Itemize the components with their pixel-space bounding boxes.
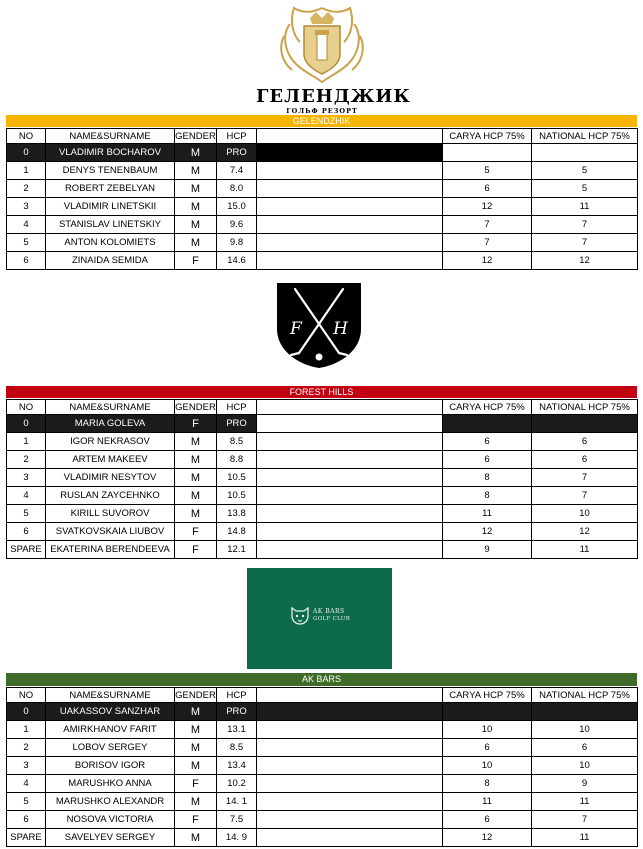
cell-carya xyxy=(443,415,532,433)
ak-bars-banner: AK BARS xyxy=(6,673,637,686)
ak-bars-logo-line1: AK BARS xyxy=(313,608,345,615)
cell-national: 7 xyxy=(532,234,638,252)
cell-gender: F xyxy=(175,523,217,541)
table-row xyxy=(7,234,638,252)
cell-no: 3 xyxy=(7,757,46,775)
cell-gender: M xyxy=(175,829,217,847)
cell-no: 1 xyxy=(7,162,46,180)
cell-blank xyxy=(257,739,443,757)
cell-national xyxy=(532,415,638,433)
header-blank xyxy=(257,688,443,703)
cell-hcp: 7.4 xyxy=(217,162,257,180)
cell-national: 5 xyxy=(532,162,638,180)
cell-name: VLADIMIR BOCHAROV xyxy=(46,144,175,162)
cell-no: 2 xyxy=(7,180,46,198)
forest-hills-initials: F H xyxy=(289,319,349,339)
cell-gender: M xyxy=(175,703,217,721)
cell-hcp: 14. 1 xyxy=(217,793,257,811)
cell-name: KIRILL SUVOROV xyxy=(46,505,175,523)
cell-carya: 6 xyxy=(443,739,532,757)
cell-carya: 6 xyxy=(443,433,532,451)
forest-hills-banner: FOREST HILLS xyxy=(6,386,637,398)
header-carya: CARYA HCP 75% xyxy=(443,129,532,144)
cell-blank xyxy=(257,469,443,487)
cell-gender: M xyxy=(175,757,217,775)
gelendzhik-logo-title: ГЕЛЕНДЖИК xyxy=(256,86,411,107)
cell-name: ROBERT ZEBELYAN xyxy=(46,180,175,198)
table-row xyxy=(7,198,638,216)
table-row xyxy=(7,433,638,451)
cell-hcp: PRO xyxy=(217,415,257,433)
cell-national: 7 xyxy=(532,216,638,234)
cell-no: 6 xyxy=(7,252,46,270)
header-gender: GENDER xyxy=(175,401,216,413)
cell-national xyxy=(532,703,638,721)
cell-hcp: 13.1 xyxy=(217,721,257,739)
cell-no: 4 xyxy=(7,775,46,793)
cell-name: SAVELYEV SERGEY xyxy=(46,829,175,847)
cell-blank xyxy=(257,252,443,270)
cell-blank xyxy=(257,505,443,523)
cell-no: 6 xyxy=(7,523,46,541)
cell-gender: M xyxy=(175,216,217,234)
cell-national: 7 xyxy=(532,487,638,505)
cell-blank xyxy=(257,198,443,216)
cell-gender: M xyxy=(175,433,217,451)
ak-bars-roster-table xyxy=(6,687,638,847)
pro-row xyxy=(7,144,638,162)
ak-bars-logo xyxy=(247,568,392,669)
cell-national: 11 xyxy=(532,829,638,847)
cell-carya: 12 xyxy=(443,829,532,847)
header-name: NAME&SURNAME xyxy=(46,688,175,703)
cell-gender: F xyxy=(175,252,217,270)
table-row xyxy=(7,811,638,829)
table-row xyxy=(7,469,638,487)
cell-carya: 10 xyxy=(443,721,532,739)
cell-hcp: 7.5 xyxy=(217,811,257,829)
gelendzhik-roster-table xyxy=(6,128,638,270)
cell-carya: 12 xyxy=(443,198,532,216)
cell-carya: 12 xyxy=(443,252,532,270)
cell-hcp: 14.6 xyxy=(217,252,257,270)
cell-no: 2 xyxy=(7,739,46,757)
cell-blank xyxy=(257,451,443,469)
cell-blank xyxy=(257,487,443,505)
pro-row xyxy=(7,415,638,433)
cell-hcp: 12.1 xyxy=(217,541,257,559)
cell-gender: F xyxy=(175,775,217,793)
cell-no: 2 xyxy=(7,451,46,469)
cell-national: 12 xyxy=(532,252,638,270)
table-row xyxy=(7,793,638,811)
cell-national: 7 xyxy=(532,811,638,829)
header-national: NATIONAL HCP 75% xyxy=(532,129,638,144)
cell-name: NOSOVA VICTORIA xyxy=(46,811,175,829)
header-no: NO xyxy=(7,129,46,144)
cell-carya: 10 xyxy=(443,757,532,775)
cell-carya: 11 xyxy=(443,793,532,811)
table-row xyxy=(7,721,638,739)
cell-no: 0 xyxy=(7,415,46,433)
crossed-golf-clubs-icon xyxy=(275,281,363,369)
cell-name: DENYS TENENBAUM xyxy=(46,162,175,180)
cell-name: ANTON KOLOMIETS xyxy=(46,234,175,252)
cell-name: MARUSHKO ALEXANDR xyxy=(46,793,175,811)
forest-hills-roster-table xyxy=(6,399,638,559)
cell-blank xyxy=(257,829,443,847)
header-hcp: HCP xyxy=(217,688,257,703)
header-national: NATIONAL HCP 75% xyxy=(532,688,638,703)
cell-national: 6 xyxy=(532,451,638,469)
table-header-row xyxy=(7,688,638,703)
cell-blank xyxy=(257,811,443,829)
cell-name: BORISOV IGOR xyxy=(46,757,175,775)
cell-name: MARIA GOLEVA xyxy=(46,415,175,433)
cell-carya: 11 xyxy=(443,505,532,523)
cell-gender: M xyxy=(175,793,217,811)
cell-name: ARTEM MAKEEV xyxy=(46,451,175,469)
cell-blank xyxy=(257,162,443,180)
table-row xyxy=(7,162,638,180)
cell-hcp: 14.8 xyxy=(217,523,257,541)
header-gender: GENDER xyxy=(175,689,216,701)
header-hcp: HCP xyxy=(217,129,257,144)
ak-bars-logo-line2: GOLF CLUB xyxy=(313,616,351,622)
cell-no: 1 xyxy=(7,433,46,451)
cell-gender: F xyxy=(175,415,217,433)
cell-national: 10 xyxy=(532,757,638,775)
cell-blank xyxy=(257,216,443,234)
cell-gender: M xyxy=(175,505,217,523)
table-row xyxy=(7,523,638,541)
cell-national: 12 xyxy=(532,523,638,541)
cell-no: 3 xyxy=(7,198,46,216)
table-row xyxy=(7,541,638,559)
header-no: NO xyxy=(7,400,46,415)
cell-no: 5 xyxy=(7,793,46,811)
cell-blank xyxy=(257,721,443,739)
cell-name: EKATERINA BERENDEEVA xyxy=(46,541,175,559)
cell-blank xyxy=(257,541,443,559)
cell-carya: 7 xyxy=(443,234,532,252)
cell-national: 7 xyxy=(532,469,638,487)
table-row xyxy=(7,739,638,757)
cell-gender: M xyxy=(175,162,217,180)
cell-national xyxy=(532,144,638,162)
cell-no: 3 xyxy=(7,469,46,487)
cell-hcp: 8.5 xyxy=(217,433,257,451)
cell-no: 5 xyxy=(7,234,46,252)
cell-carya: 7 xyxy=(443,216,532,234)
cell-gender: M xyxy=(175,451,217,469)
cell-national: 11 xyxy=(532,793,638,811)
table-row xyxy=(7,775,638,793)
cell-gender: M xyxy=(175,180,217,198)
cell-hcp: 9.8 xyxy=(217,234,257,252)
cell-gender: M xyxy=(175,144,217,162)
cell-hcp: 8.0 xyxy=(217,180,257,198)
cell-name: VLADIMIR NESYTOV xyxy=(46,469,175,487)
cell-gender: F xyxy=(175,811,217,829)
cell-blank xyxy=(257,144,443,162)
header-hcp: HCP xyxy=(217,400,257,415)
cell-carya: 8 xyxy=(443,775,532,793)
cell-gender: M xyxy=(175,721,217,739)
cell-blank xyxy=(257,775,443,793)
table-row xyxy=(7,829,638,847)
cell-hcp: 8.8 xyxy=(217,451,257,469)
cell-no: 4 xyxy=(7,216,46,234)
cell-no: 4 xyxy=(7,487,46,505)
header-gender: GENDER xyxy=(175,130,216,142)
cell-no: SPARE xyxy=(7,541,46,559)
pro-row xyxy=(7,703,638,721)
cell-hcp: PRO xyxy=(217,703,257,721)
cell-hcp: 13.8 xyxy=(217,505,257,523)
header-name: NAME&SURNAME xyxy=(46,129,175,144)
cell-carya: 8 xyxy=(443,469,532,487)
cell-hcp: PRO xyxy=(217,144,257,162)
table-header-row xyxy=(7,400,638,415)
cell-gender: M xyxy=(175,234,217,252)
cell-national: 6 xyxy=(532,433,638,451)
header-blank xyxy=(257,129,443,144)
header-blank xyxy=(257,400,443,415)
table-row xyxy=(7,505,638,523)
table-row xyxy=(7,757,638,775)
cell-carya: 6 xyxy=(443,811,532,829)
header-name: NAME&SURNAME xyxy=(46,400,175,415)
cell-carya xyxy=(443,703,532,721)
header-carya: CARYA HCP 75% xyxy=(443,400,532,415)
cell-gender: M xyxy=(175,739,217,757)
header-carya: CARYA HCP 75% xyxy=(443,688,532,703)
cell-gender: M xyxy=(175,469,217,487)
cell-carya: 12 xyxy=(443,523,532,541)
cell-national: 10 xyxy=(532,505,638,523)
cell-no: 1 xyxy=(7,721,46,739)
table-row xyxy=(7,216,638,234)
cell-hcp: 15.0 xyxy=(217,198,257,216)
table-row xyxy=(7,487,638,505)
cell-blank xyxy=(257,703,443,721)
cell-name: STANISLAV LINETSKIY xyxy=(46,216,175,234)
cell-blank xyxy=(257,433,443,451)
table-row xyxy=(7,451,638,469)
cell-carya: 5 xyxy=(443,162,532,180)
cell-blank xyxy=(257,757,443,775)
cell-national: 6 xyxy=(532,739,638,757)
cell-name: AMIRKHANOV FARIT xyxy=(46,721,175,739)
cell-name: IGOR NEKRASOV xyxy=(46,433,175,451)
cell-hcp: 8.5 xyxy=(217,739,257,757)
cell-gender: M xyxy=(175,487,217,505)
cell-blank xyxy=(257,415,443,433)
cell-national: 11 xyxy=(532,541,638,559)
gelendzhik-banner: GELENDZHIK xyxy=(6,115,637,127)
cell-name: RUSLAN ZAYCEHNKO xyxy=(46,487,175,505)
cell-carya: 9 xyxy=(443,541,532,559)
header-national: NATIONAL HCP 75% xyxy=(532,400,638,415)
cell-no: 0 xyxy=(7,144,46,162)
cell-carya xyxy=(443,144,532,162)
cell-name: LOBOV SERGEY xyxy=(46,739,175,757)
cell-no: SPARE xyxy=(7,829,46,847)
leopard-head-icon xyxy=(289,605,311,625)
cell-no: 6 xyxy=(7,811,46,829)
cell-carya: 8 xyxy=(443,487,532,505)
cell-name: ZINAIDA SEMIDA xyxy=(46,252,175,270)
cell-name: VLADIMIR LINETSKII xyxy=(46,198,175,216)
cell-name: UAKASSOV SANZHAR xyxy=(46,703,175,721)
cell-name: SVATKOVSKAIA LIUBOV xyxy=(46,523,175,541)
cell-no: 0 xyxy=(7,703,46,721)
cell-national: 10 xyxy=(532,721,638,739)
cell-carya: 6 xyxy=(443,180,532,198)
gelendzhik-crest-icon xyxy=(270,4,374,86)
cell-blank xyxy=(257,523,443,541)
cell-hcp: 10.2 xyxy=(217,775,257,793)
cell-hcp: 10.5 xyxy=(217,487,257,505)
cell-blank xyxy=(257,180,443,198)
forest-hills-logo xyxy=(275,281,363,369)
cell-hcp: 13.4 xyxy=(217,757,257,775)
cell-national: 11 xyxy=(532,198,638,216)
table-row xyxy=(7,252,638,270)
table-header-row xyxy=(7,129,638,144)
cell-national: 5 xyxy=(532,180,638,198)
header-no: NO xyxy=(7,688,46,703)
cell-hcp: 14. 9 xyxy=(217,829,257,847)
cell-blank xyxy=(257,793,443,811)
gelendzhik-logo-subtitle: ГОЛЬФ РЕЗОРТ xyxy=(286,107,358,115)
cell-gender: M xyxy=(175,198,217,216)
cell-name: MARUSHKO ANNA xyxy=(46,775,175,793)
cell-no: 5 xyxy=(7,505,46,523)
table-row xyxy=(7,180,638,198)
cell-carya: 6 xyxy=(443,451,532,469)
cell-hcp: 9.6 xyxy=(217,216,257,234)
cell-hcp: 10.5 xyxy=(217,469,257,487)
cell-gender: F xyxy=(175,541,217,559)
cell-national: 9 xyxy=(532,775,638,793)
gelendzhik-logo xyxy=(256,4,411,115)
cell-blank xyxy=(257,234,443,252)
